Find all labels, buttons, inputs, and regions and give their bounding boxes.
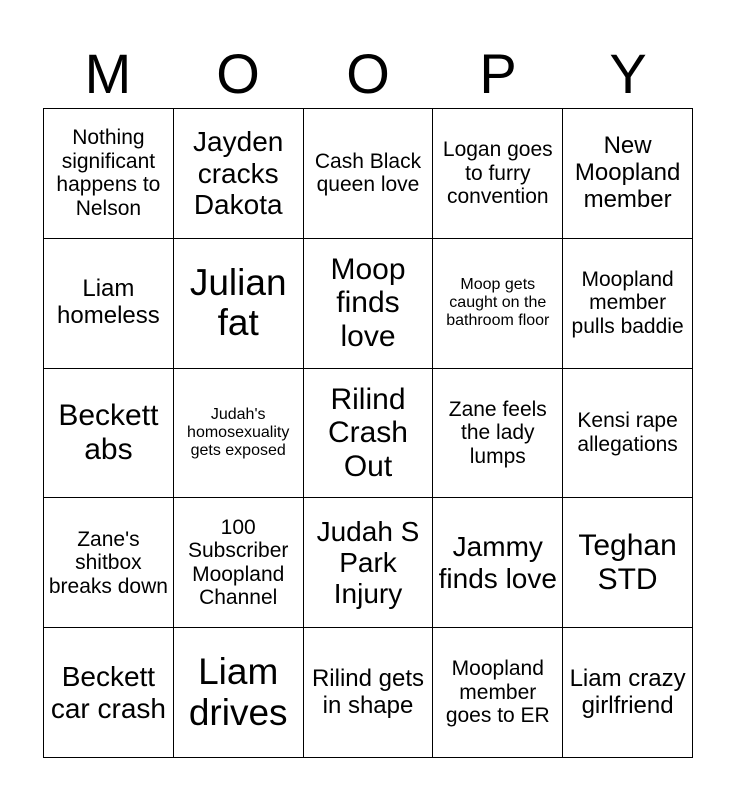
cell-text: Jayden cracks Dakota [193, 126, 284, 221]
cell-text: Rilind gets in shape [311, 664, 425, 719]
cell-text: Julian fat [189, 261, 287, 344]
bingo-cell-r4c3[interactable] [304, 498, 434, 628]
bingo-cell-r5c3[interactable] [304, 628, 434, 758]
bingo-cell-r1c2[interactable] [174, 109, 304, 239]
cell-text: Judah S Park Injury [316, 515, 420, 610]
cell-text: Judah's homosexuality gets exposed [187, 406, 290, 459]
bingo-cell-r3c2[interactable] [174, 369, 304, 499]
bingo-cell-r4c1[interactable] [44, 498, 174, 628]
cell-text: Kensi rape allegations [577, 409, 678, 456]
bingo-cell-r2c5[interactable] [563, 239, 693, 369]
bingo-cell-r5c4[interactable] [433, 628, 563, 758]
header-letter-2: O [216, 42, 260, 105]
header-letter-4: P [479, 42, 517, 105]
bingo-cell-r4c2[interactable] [174, 498, 304, 628]
cell-text: Teghan STD [578, 529, 677, 596]
cell-text: New Moopland member [574, 132, 681, 213]
bingo-cell-r2c1[interactable] [44, 239, 174, 369]
bingo-cell-r1c5[interactable] [563, 109, 693, 239]
bingo-cell-r3c4[interactable] [433, 369, 563, 499]
cell-text: 100 Subscriber Moopland Channel [188, 515, 289, 610]
cell-text: Zane feels the lady lumps [448, 397, 547, 468]
header-letter-3: O [346, 42, 390, 105]
cell-text: Liam drives [188, 650, 288, 733]
cell-text: Moopland member goes to ER [445, 657, 550, 728]
bingo-cell-r2c3[interactable] [304, 239, 434, 369]
bingo-cell-r5c2[interactable] [174, 628, 304, 758]
bingo-cell-r3c1[interactable] [44, 369, 174, 499]
cell-text: Moop gets caught on the bathroom floor [446, 276, 550, 330]
bingo-cell-r1c3[interactable] [304, 109, 434, 239]
bingo-cell-r4c5[interactable] [563, 498, 693, 628]
bingo-cell-r3c5[interactable] [563, 369, 693, 499]
cell-text: Logan goes to furry convention [442, 138, 553, 209]
cell-text: Zane's shitbox breaks down [48, 527, 168, 598]
bingo-grid [43, 108, 693, 758]
bingo-cell-r3c3[interactable] [304, 369, 434, 499]
bingo-cell-r1c1[interactable] [44, 109, 174, 239]
bingo-cell-r2c2[interactable] [174, 239, 304, 369]
cell-text: Jammy finds love [438, 531, 557, 594]
bingo-cell-r5c5[interactable] [563, 628, 693, 758]
cell-text: Cash Black queen love [314, 149, 422, 197]
bingo-cell-r1c4[interactable] [433, 109, 563, 239]
cell-text: Beckett car crash [50, 661, 166, 724]
cell-text: Beckett abs [58, 399, 159, 466]
bingo-cell-r2c4[interactable] [433, 239, 563, 369]
cell-text: Moopland member pulls baddie [571, 267, 684, 338]
cell-text: Moop finds love [330, 252, 406, 353]
bingo-header [43, 40, 693, 108]
bingo-cell-r5c1[interactable] [44, 628, 174, 758]
cell-text: Rilind Crash Out [327, 382, 408, 483]
cell-text: Liam homeless [57, 275, 160, 330]
cell-text: Liam crazy girlfriend [569, 664, 686, 719]
header-letter-5: Y [609, 42, 647, 105]
cell-text: Nothing significant happens to Nelson [56, 126, 161, 220]
bingo-cell-r4c4[interactable] [433, 498, 563, 628]
header-letter-1: M [84, 42, 132, 105]
